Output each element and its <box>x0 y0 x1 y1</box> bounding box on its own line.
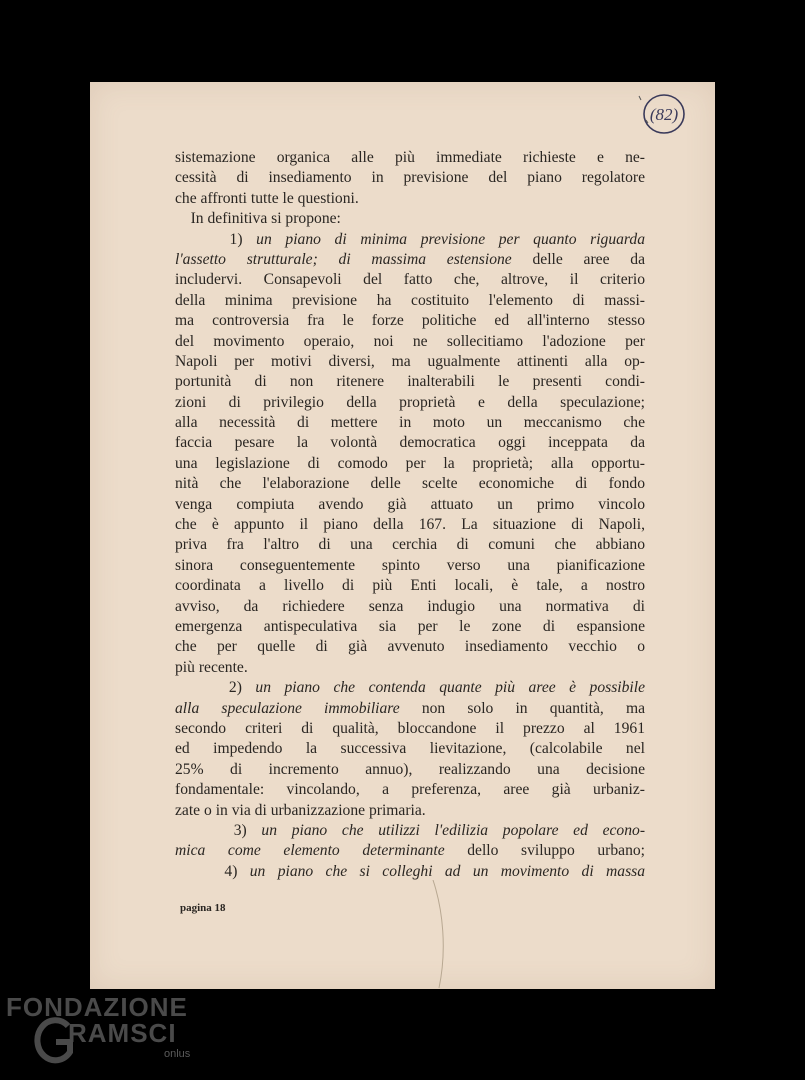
text-run: avviso, da richiedere senza indugio una normativa di <box>175 597 645 615</box>
text-line <box>175 841 645 861</box>
text-run: una legislazione di comodo per la proprietà; alla opportu- <box>175 454 645 472</box>
text-run: venga compiuta avendo già attuato un primo vincolo <box>175 495 645 513</box>
text-line <box>175 617 645 637</box>
text-line <box>175 189 645 209</box>
text-run: delle aree da <box>511 250 645 268</box>
text-line <box>175 535 645 555</box>
italic-run: un piano che utilizzi l'edilizia popolare ed econo- <box>261 821 646 839</box>
text-run: non solo in quantità, ma <box>399 699 645 717</box>
text-line <box>175 270 645 290</box>
text-run: ma controversia fra le forze politiche ed all'interno stesso <box>175 312 645 330</box>
italic-run: l'assetto strutturale; di massima estensione <box>175 250 512 268</box>
text-line <box>175 658 645 678</box>
text-run: 25% di incremento annuo), realizzando una decisione <box>175 760 645 778</box>
text-run: sistemazione organica alle più immediate richieste e ne- <box>175 149 645 166</box>
text-line <box>175 637 645 657</box>
text-run: 3) <box>175 821 262 839</box>
text-line <box>175 495 645 515</box>
text-line <box>175 801 645 821</box>
italic-run: un piano di minima previsione per quanto riguarda <box>256 230 645 248</box>
logo-subtitle: onlus <box>164 1048 191 1060</box>
text-run: 1) <box>175 230 257 248</box>
text-line <box>175 678 645 698</box>
text-line <box>175 250 645 270</box>
text-line <box>175 433 645 453</box>
text-line <box>175 821 645 841</box>
text-run: cessità di insediamento in previsione del piano regolatore <box>175 169 645 187</box>
text-run: secondo criteri di qualità, bloccandone il prezzo al 1961 <box>175 719 645 737</box>
text-run: dello sviluppo urbano; <box>444 842 645 860</box>
text-line <box>175 556 645 576</box>
text-line <box>175 597 645 617</box>
text-line <box>175 474 645 494</box>
text-line <box>175 760 645 780</box>
page-number: pagina 18 <box>180 902 226 914</box>
text-line <box>175 230 645 250</box>
text-line <box>175 699 645 719</box>
text-line <box>175 739 645 759</box>
text-run: sinora conseguentemente spinto verso una pianificazione <box>175 556 645 574</box>
text-line <box>175 576 645 596</box>
text-line <box>175 352 645 372</box>
text-run: fondamentale: vincolando, a preferenza, aree già urbaniz- <box>175 781 645 799</box>
text-run: della minima previsione ha costituito l'elemento di massi- <box>175 291 645 309</box>
text-run: faccia pesare la volontà democratica oggi inceppata da <box>175 434 645 452</box>
text-line <box>175 332 645 352</box>
text-run: più recente. <box>175 658 248 676</box>
text-line <box>175 168 645 188</box>
text-run: zioni di privilegio della proprietà e della speculazione; <box>175 393 645 411</box>
paper-crease <box>425 880 455 990</box>
text-line <box>175 780 645 800</box>
text-run: ed impedendo la successiva lievitazione, (calcolabile nel <box>175 740 645 758</box>
text-run: coordinata a livello di più Enti locali, è tale, a nostro <box>175 577 645 595</box>
text-line <box>175 372 645 392</box>
text-run: nità che l'elaborazione delle scelte economiche di fondo <box>175 475 645 493</box>
text-run: che per quelle di già avvenuto insediamento vecchio o <box>175 638 645 656</box>
text-line <box>175 719 645 739</box>
text-line <box>175 393 645 413</box>
text-run: del movimento operaio, noi ne sollecitiamo l'adozione per <box>175 332 645 350</box>
logo-line-2: RAMSCI <box>68 1018 177 1048</box>
text-run: emergenza antispeculativa sia per le zone di espansione <box>175 617 645 635</box>
text-run: Napoli per motivi diversi, ma ugualmente attinenti alla op- <box>175 352 645 370</box>
text-line <box>175 311 645 331</box>
text-run: 4) <box>175 862 250 880</box>
text-line <box>175 291 645 311</box>
text-run: In definitiva si propone: <box>175 210 341 228</box>
italic-run: alla speculazione immobiliare <box>175 699 400 717</box>
text-line <box>175 862 645 882</box>
fondazione-gramsci-logo <box>6 992 206 1072</box>
text-line <box>175 454 645 474</box>
text-run: che affronti tutte le questioni. <box>175 189 359 207</box>
archive-stamp-text: (82) <box>649 105 679 124</box>
text-line <box>175 148 645 168</box>
text-run: che è appunto il piano della 167. La situazione di Napoli, <box>175 516 645 534</box>
text-line <box>175 515 645 535</box>
text-run: portunità di non ritenere inalterabili le presenti condi- <box>175 373 645 391</box>
text-line <box>175 413 645 433</box>
archive-stamp-icon <box>637 90 687 138</box>
text-run: alla necessità di mettere in moto un meccanismo che <box>175 414 645 432</box>
body-text <box>175 148 645 882</box>
text-run: priva fra l'altro di una cerchia di comuni che abbiano <box>175 536 645 554</box>
text-run: zate o in via di urbanizzazione primaria. <box>175 801 426 819</box>
text-line <box>175 209 645 229</box>
italic-run: un piano che si colleghi ad un movimento di massa <box>249 862 646 880</box>
italic-run: un piano che contenda quante più aree è possibile <box>255 679 645 697</box>
italic-run: mica come elemento determinante <box>175 842 445 860</box>
text-run: 2) <box>175 679 256 697</box>
logo-line-1: FONDAZIONE <box>6 992 188 1022</box>
text-run: includervi. Consapevoli del fatto che, altrove, il criterio <box>175 271 645 289</box>
